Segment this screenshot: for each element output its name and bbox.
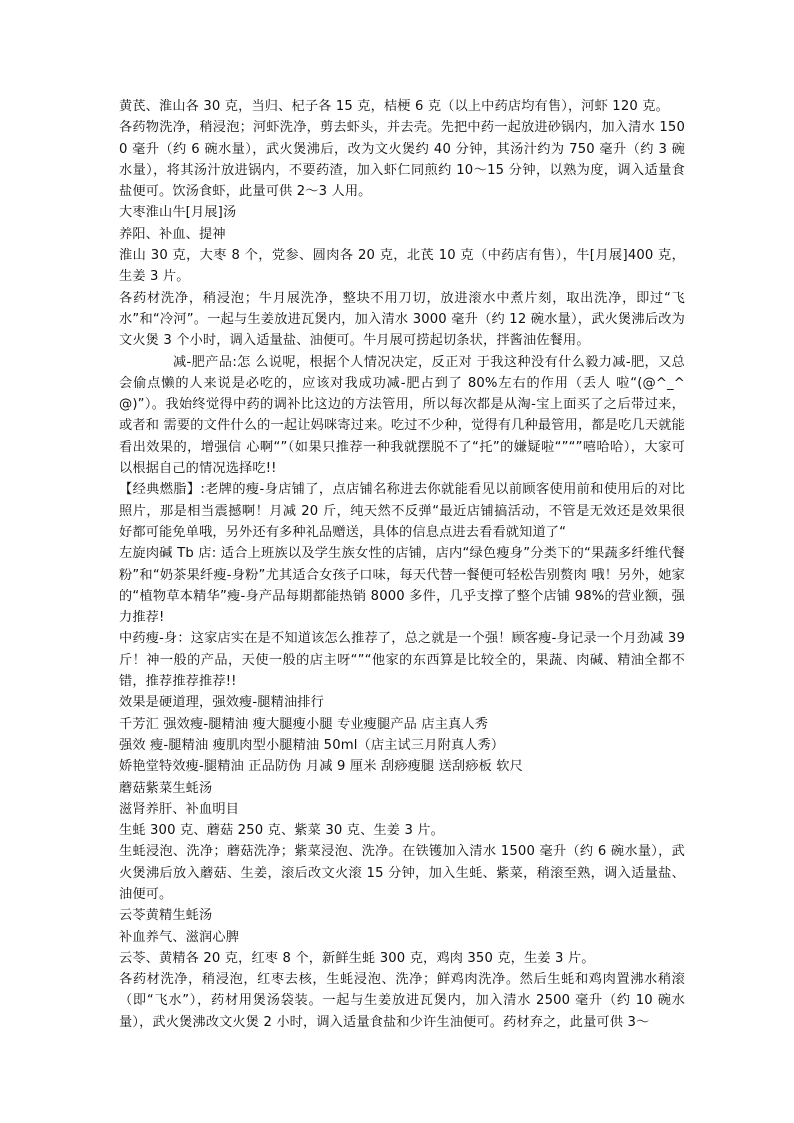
paragraph: 【经典燃脂】:老牌的瘦-身店铺了，点店铺名称进去你就能看见以前顾客使用前和使用后的对比照片，那是相当震撼啊！月减 20 斤，纯天然不反弹“最近店铺搞活动，不管是无效还是效果很好都可能免单哦，另外还有多种礼品赠送，具体的信息点进去看看就知道了“ <box>119 482 685 540</box>
paragraph: 减-肥产品:怎 么说呢，根据个人情况决定，反正对 于我这种没有什么毅力减-肥，又总会偷点懒的人来说是必吃的，应该对我成功减-肥占到了 80%左右的作用（丢人 啦“(@^_^@)”）。我始终觉得中药的调补比这边的方法管用，所以每次都是从淘-宝上面买了之后带过来，或者和 需要的文件什么的一起让妈咪寄过来。吃过不少种，觉得有几种最管用，都是吃几天就能看出效果的，增强信 心啊“”（如果只推荐一种我就摆脱不了“托”的嫌疑啦“”“”嘻哈哈），大家可以根据自己的情况选择吃!! <box>119 354 685 477</box>
paragraph: 各药材洗净，稍浸泡；牛月展洗净，整块不用刀切，放进滚水中煮片刻，取出洗净，即过“飞水”和“冷河”。一起与生姜放进瓦煲内，加入清水 3000 毫升（约 12 碗水量），武火煲沸后改为文火煲 3 个小时，调入适量盐、油便可。牛月展可捞起切条状，拌酱油佐餐用。 <box>119 290 685 349</box>
section-heading: 效果是硬道理，强效瘦-腿精油排行 <box>119 695 324 711</box>
section-subheading: 补血养气、滋润心脾 <box>119 929 240 945</box>
paragraph: 云苓、黄精各 20 克，红枣 8 个，新鲜生蚝 300 克，鸡肉 350 克，生姜 3 片。 <box>119 950 595 966</box>
section-heading: 蘑菇紫菜生蚝汤 <box>119 780 213 796</box>
paragraph: 各药物洗净，稍浸泡；河虾洗净，剪去虾头，并去壳。先把中药一起放进砂锅内，加入清水 1500 毫升（约 6 碗水量），武火煲沸后，改为文火煲约 40 分钟，其汤汁约为 750 毫升（约 3 碗水量），将其汤汁放进锅内，不要药渣，加入虾仁同煎约 10～15 分钟，以熟为度，调入适量食盐便可。饮汤食虾，此量可供 2～3 人用。 <box>119 120 685 200</box>
section-heading: 云苓黄精生蚝汤 <box>119 908 213 924</box>
list-item: 娇艳堂特效瘦-腿精油 正品防伪 月减 9 厘米 刮痧瘦腿 送刮痧板 软尺 <box>119 759 523 775</box>
paragraph: 中药瘦-身：这家店实在是不知道该怎么推荐了，总之就是一个强！顾客瘦-身记录一个月劲减 39 斤！神一般的产品，天使一般的店主呀“”“他家的东西算是比较全的，果蔬、肉碱、精油全都不错，推荐推荐推荐!! <box>119 631 685 690</box>
paragraph: 各药材洗净，稍浸泡，红枣去核，生蚝浸泡、洗净；鲜鸡肉洗净。然后生蚝和鸡肉置沸水稍滚（即“飞水”），药材用煲汤袋装。一起与生姜放进瓦煲内，加入清水 2500 毫升（约 10 碗水量），武火煲沸改文火煲 2 小时，调入适量食盐和少许生油便可。药材弃之，此量可供 3～ <box>119 972 685 1030</box>
section-subheading: 养阳、补血、提神 <box>119 226 226 242</box>
paragraph: 淮山 30 克，大枣 8 个，党参、圆肉各 20 克，北芪 10 克（中药店有售），牛[月展]400 克，生姜 3 片。 <box>119 248 685 285</box>
section-heading: 大枣淮山牛[月展]汤 <box>119 205 237 221</box>
paragraph: 生蚝浸泡、洗净；蘑菇洗净；紫菜浸泡、洗净。在铁镬加入清水 1500 毫升（约 6 碗水量），武火煲沸后放入蘑菇、生姜，滚后改文火滚 15 分钟，加入生蚝、紫菜，稍滚至熟，调入适量盐、油便可。 <box>119 844 685 902</box>
list-item: 强效 瘦-腿精油 瘦肌肉型小腿精油 50ml（店主试三月附真人秀） <box>119 737 505 753</box>
document-page <box>119 96 685 1033</box>
paragraph: 左旋肉碱 Tb 店: 适合上班族以及学生族女性的店铺，店内“绿色瘦身”分类下的“果蔬多纤维代餐粉”和“奶茶果纤瘦-身粉”尤其适合女孩子口味，每天代替一餐便可轻松告别赘肉 哦！另外，她家的“植物草本精华”瘦-身产品每期都能热销 8000 多件，几乎支撑了整个店铺 98%的营业额，强力推荐! <box>119 546 685 626</box>
paragraph: 黄芪、淮山各 30 克，当归、杞子各 15 克，桔梗 6 克（以上中药店均有售），河虾 120 克。 <box>119 99 669 114</box>
paragraph: 生蚝 300 克、蘑菇 250 克、紫菜 30 克、生姜 3 片。 <box>119 823 444 839</box>
section-subheading: 滋肾养肝、补血明目 <box>119 801 240 817</box>
list-item: 千芳汇 强效瘦-腿精油 瘦大腿瘦小腿 专业瘦腿产品 店主真人秀 <box>119 716 489 732</box>
